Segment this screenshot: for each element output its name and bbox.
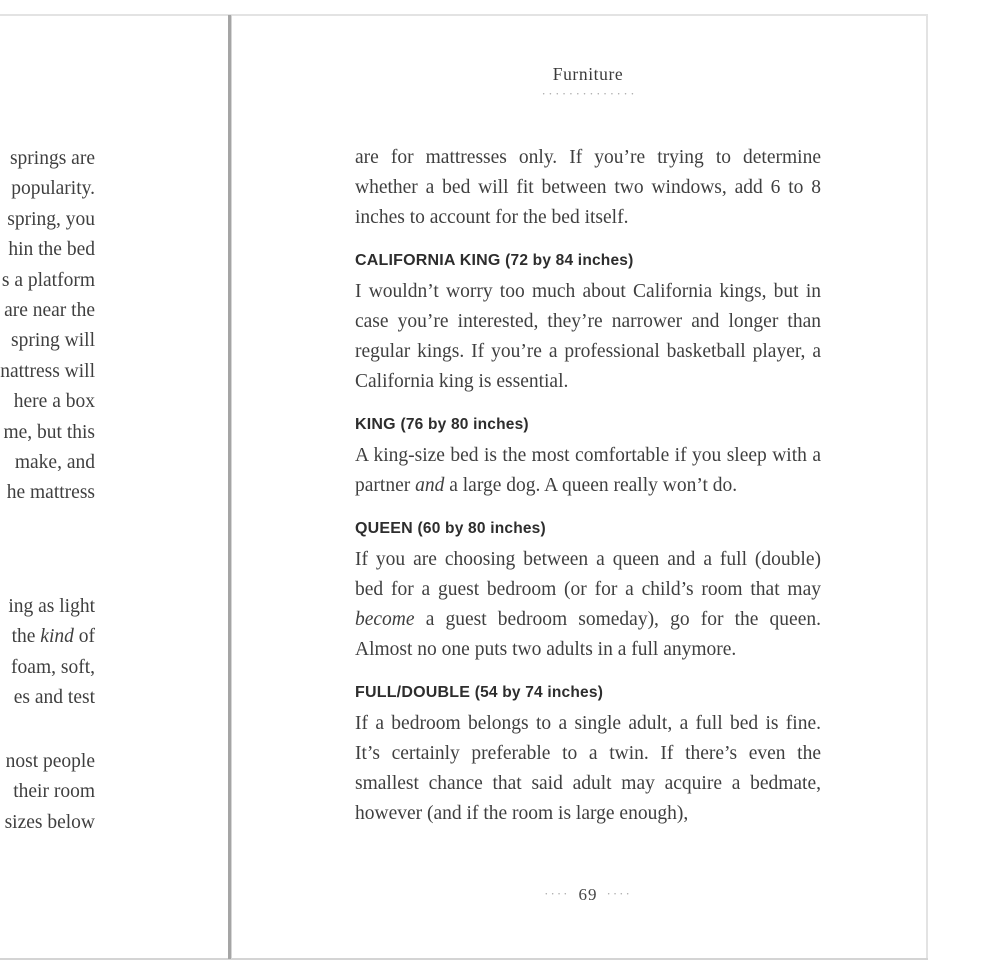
section-heading [355, 683, 821, 703]
text-run: make, and [14, 452, 95, 474]
left-page-line-fragment [8, 622, 95, 652]
section-heading [355, 251, 821, 271]
footer-dots-left: ···· [544, 886, 570, 901]
page-gutter-divider [228, 15, 232, 959]
section-paragraph [355, 545, 821, 665]
text-run: a large dog. A queen really won’t do. [444, 475, 738, 496]
left-page-line-fragment [0, 235, 95, 265]
text-run: If a bedroom belongs to a single adult, a full bed is fine. It’s certainly preferable to a twin. If there’s even the smallest chance that said adult may acquire a bedmate, however (and if the room is large enough), [355, 713, 821, 824]
chapter-title: Furniture [552, 64, 624, 84]
left-page [0, 0, 95, 970]
left-page-line-fragment [0, 418, 95, 448]
left-page-line-fragment [0, 144, 95, 174]
right-page [355, 62, 821, 829]
footer-dots-right: ···· [606, 886, 632, 901]
left-page-line-fragment [0, 296, 95, 326]
text-run: spring will [11, 330, 95, 352]
section-heading [355, 519, 821, 539]
bed-size-dimensions: (60 by 80 inches) [417, 520, 546, 537]
left-page-line-fragment [0, 266, 95, 296]
text-run: nattress will [0, 360, 95, 382]
page-top-border [0, 14, 928, 16]
left-page-line-fragment [0, 387, 95, 417]
italic-text: and [415, 475, 445, 496]
bed-size-name: CALIFORNIA KING [355, 252, 506, 269]
bed-size-name: KING [355, 416, 401, 433]
section-heading [355, 415, 821, 435]
left-page-paragraph [5, 747, 95, 838]
text-run: A king-size bed is the most comfortable if you sleep with a partner [355, 445, 821, 496]
text-run: are for mattresses only. If you’re trying to determine whether a bed will fit between two windows, add 6 to 8 inches to account for the bed itself. [355, 147, 821, 228]
intro-paragraph [355, 143, 821, 233]
text-run: s a platform [1, 269, 95, 291]
text-run: are near the [4, 300, 95, 322]
page-bottom-border [0, 958, 928, 960]
text-run: me, but this [3, 421, 95, 443]
text-run: ing as light [8, 596, 95, 617]
left-page-line-fragment [0, 357, 95, 387]
left-page-line-fragment [0, 326, 95, 356]
left-page-line-fragment [0, 448, 95, 478]
section-paragraph [355, 709, 821, 829]
text-run: sizes below [4, 811, 95, 833]
text-run: their room [13, 781, 95, 803]
bed-size-name: QUEEN [355, 520, 418, 537]
left-page-paragraph [8, 592, 95, 714]
text-run: I wouldn’t worry too much about California kings, but in case you’re interested, they’re narrower and longer than regular kings. If you’re a professional basketball player, a California king is essential. [355, 281, 821, 392]
text-run: springs are [9, 148, 95, 169]
header-dotted-rule: ·············· [541, 86, 638, 101]
text-run: a guest bedroom someday), go for the queen. Almost no one puts two adults in a full anymore. [355, 609, 821, 660]
left-page-line-fragment [8, 653, 95, 683]
section-paragraph [355, 277, 821, 397]
bed-size-dimensions: (76 by 80 inches) [400, 416, 529, 433]
page-footer [355, 885, 821, 905]
bed-size-sections [355, 251, 821, 829]
text-run: the [11, 626, 41, 648]
left-page-line-fragment [5, 747, 95, 777]
left-page-line-fragment [5, 777, 95, 807]
text-run: popularity. [11, 178, 95, 200]
left-page-line-fragment [5, 808, 95, 838]
page-number: 69 [578, 885, 598, 904]
text-run: foam, soft, [11, 656, 95, 678]
bed-size-name: FULL/DOUBLE [355, 684, 475, 701]
italic-text: become [355, 609, 415, 630]
left-page-line-fragment [0, 174, 95, 204]
text-run: of [73, 626, 95, 648]
text-run: hin the bed [8, 239, 95, 261]
text-run: es and test [13, 687, 95, 709]
bed-size-dimensions: (54 by 74 inches) [474, 684, 604, 701]
left-page-line-fragment [8, 592, 95, 622]
page-right-border [926, 14, 928, 960]
bed-size-dimensions: (72 by 84 inches) [505, 252, 634, 269]
section-paragraph [355, 441, 821, 501]
text-run: he mattress [6, 482, 95, 504]
left-page-line-fragment [0, 205, 95, 235]
left-page-paragraph [0, 144, 95, 509]
text-run: nost people [5, 751, 95, 772]
left-page-line-fragment [0, 478, 95, 508]
text-run: If you are choosing between a queen and a full (double) bed for a guest bedroom (or for a child’s room that may [355, 549, 821, 600]
text-run: spring, you [7, 208, 95, 230]
text-run: here a box [13, 391, 95, 413]
italic-text: kind [40, 626, 74, 648]
running-header [355, 62, 821, 99]
left-page-line-fragment [8, 683, 95, 713]
